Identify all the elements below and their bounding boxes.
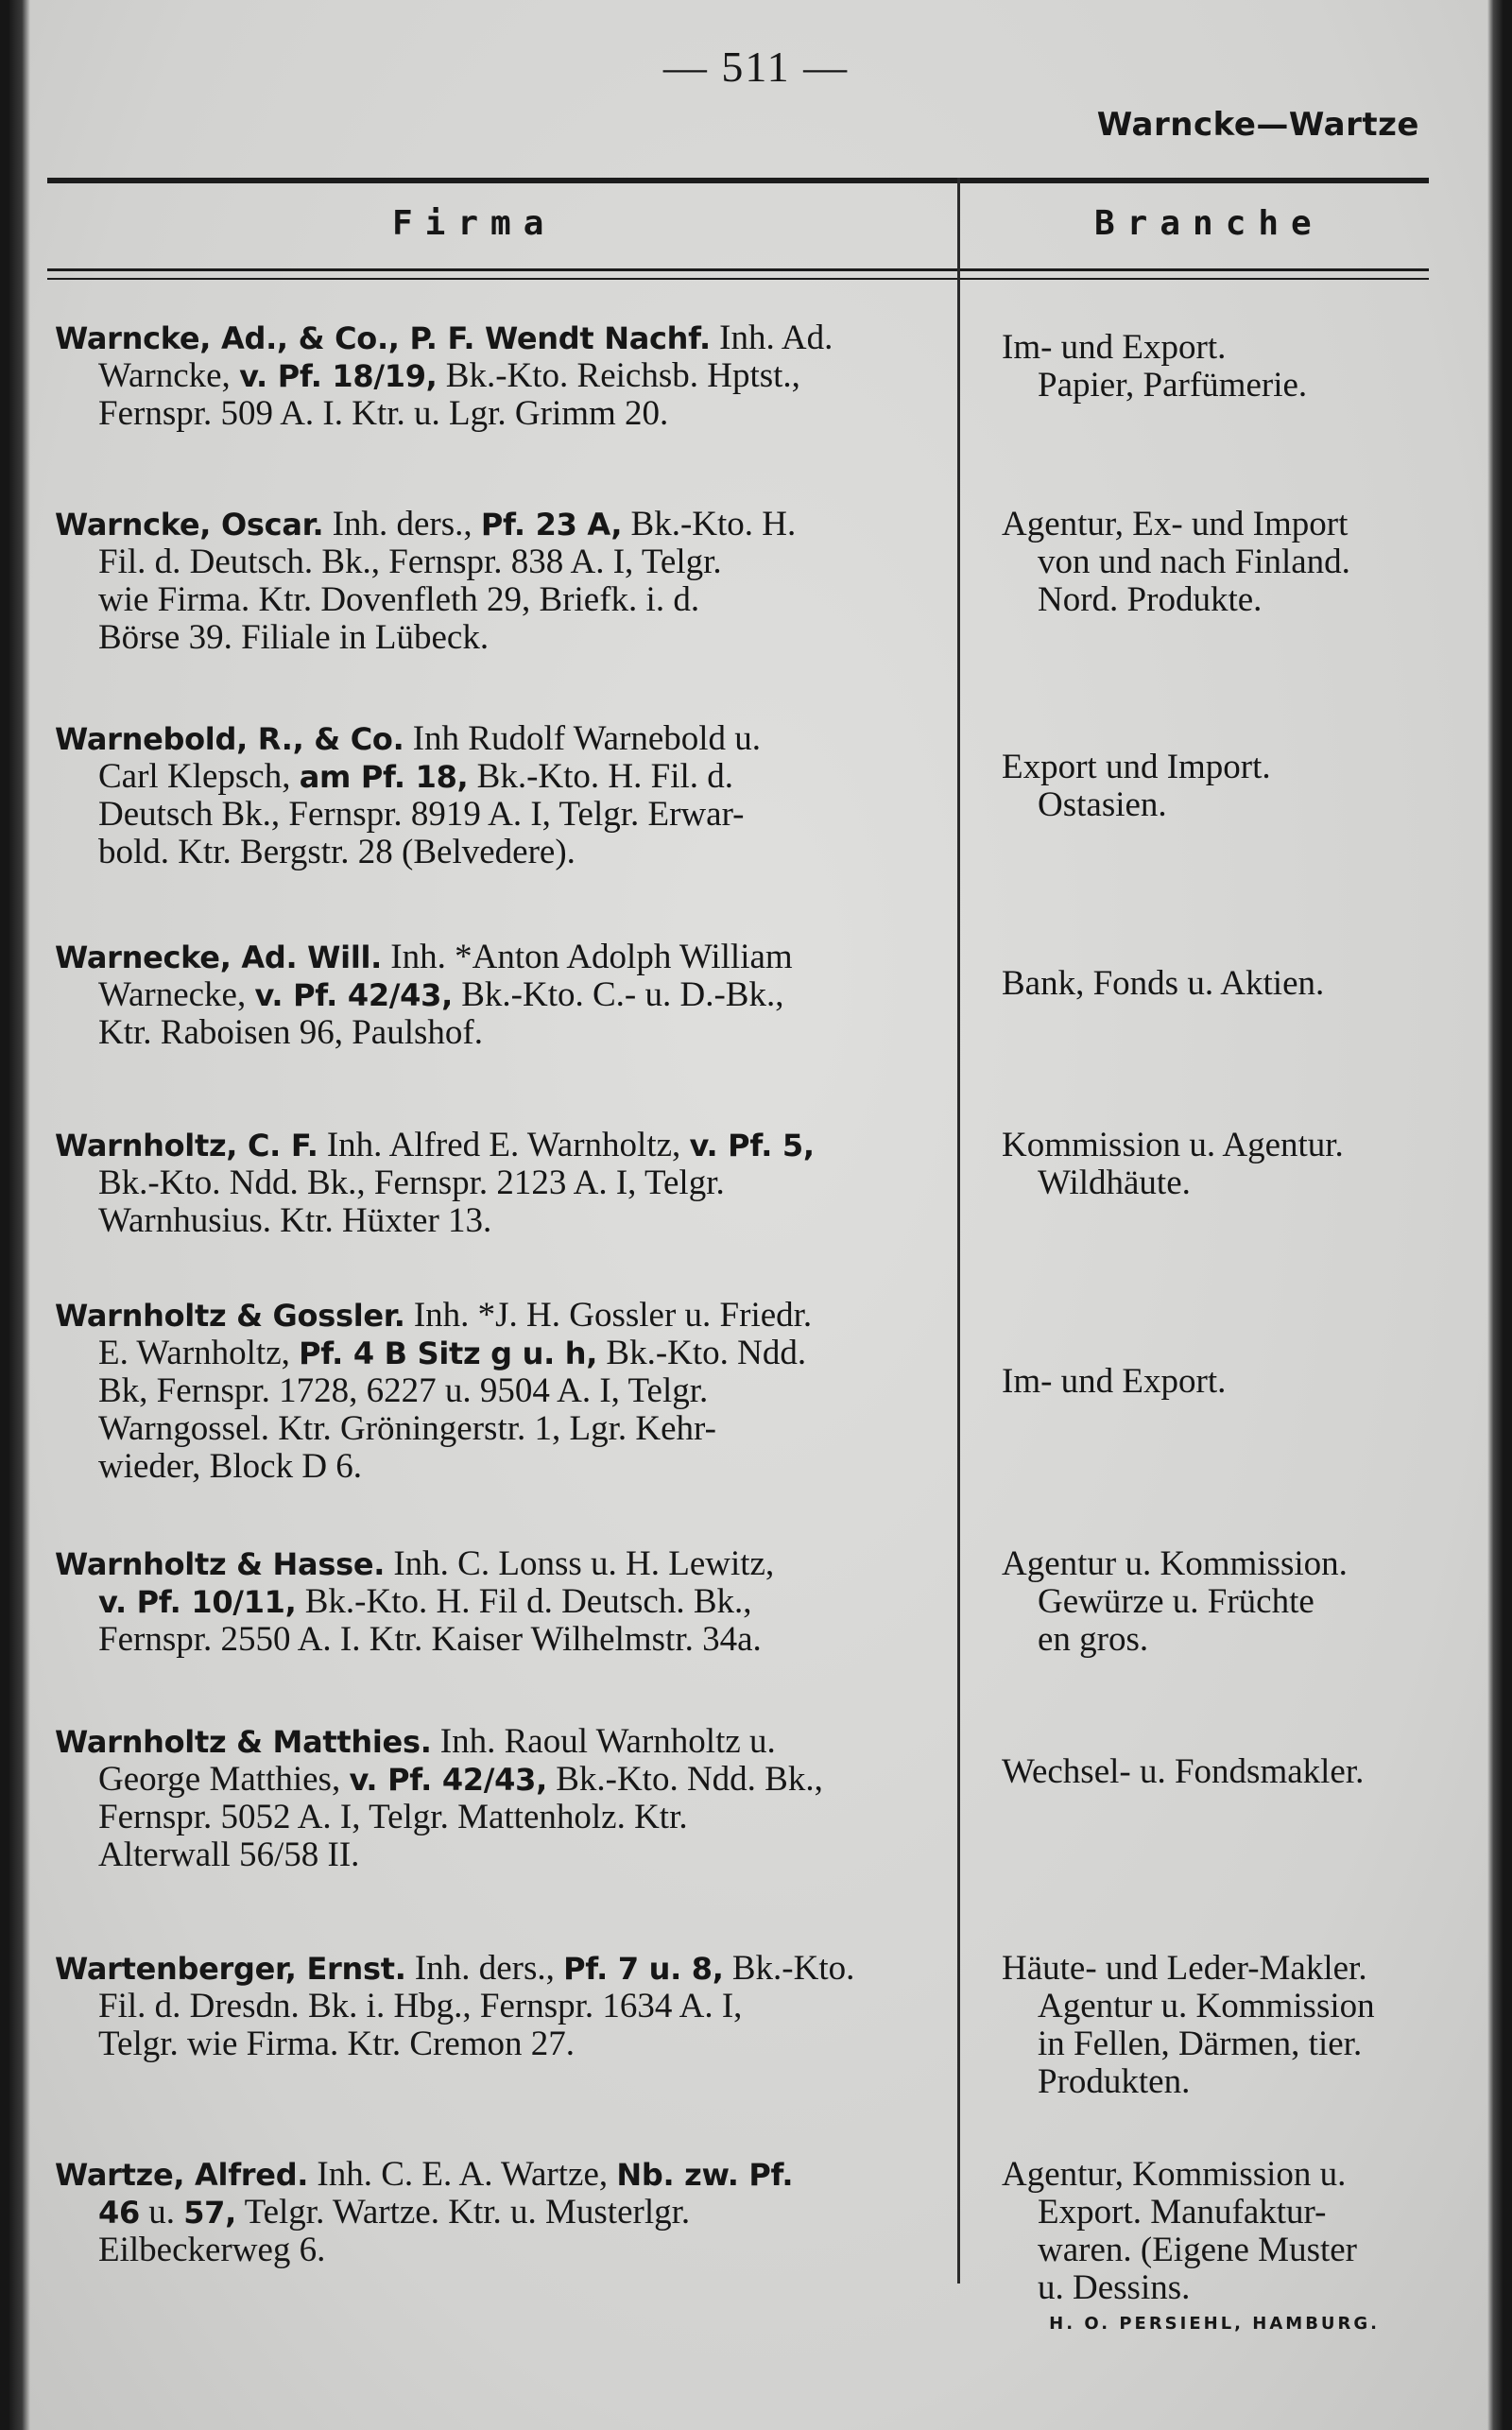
branche-line: Kommission u. Agentur. bbox=[1002, 1126, 1344, 1164]
branche-line: waren. (Eigene Muster bbox=[1038, 2231, 1358, 2269]
firm-line bbox=[55, 1799, 976, 1836]
firm-details: Inh. Alfred E. Warnholtz, bbox=[318, 1126, 690, 1164]
postfach-ref: v. Pf. 5, bbox=[689, 1128, 815, 1163]
branche-text bbox=[1002, 1545, 1512, 1659]
firm-details: u. bbox=[139, 2193, 184, 2232]
firm-details: Inh. Ad. bbox=[710, 319, 833, 357]
firm-line bbox=[55, 1335, 976, 1372]
branche-line: Export und Import. bbox=[1002, 748, 1271, 786]
postfach-ref: v. Pf. 42/43, bbox=[349, 1762, 547, 1798]
firm-details: Inh. Raoul Warnholtz u. bbox=[431, 1722, 776, 1761]
firm-entry-text bbox=[55, 506, 976, 657]
postfach-ref: Pf. 23 A, bbox=[480, 507, 623, 543]
firm-line bbox=[55, 1836, 976, 1874]
firm-name: Warnholtz, C. F. bbox=[55, 1128, 318, 1163]
postfach-ref: v. Pf. 18/19, bbox=[239, 358, 438, 394]
branche-line: Häute- und Leder-Makler. bbox=[1002, 1949, 1367, 1988]
firm-line bbox=[55, 1297, 976, 1335]
firm-details: Warngossel. Ktr. Gröningerstr. 1, Lgr. Kehr- bbox=[98, 1409, 716, 1448]
firm-details: Telgr. wie Firma. Ktr. Cremon 27. bbox=[98, 2025, 576, 2063]
branche-line: Papier, Parfümerie. bbox=[1038, 366, 1308, 405]
firm-details: Deutsch Bk., Fernspr. 8919 A. I, Telgr. Erwar- bbox=[98, 795, 745, 834]
branche-text bbox=[1002, 1753, 1512, 1791]
firm-name: Warnecke, Ad. Will. bbox=[55, 939, 383, 975]
firm-name: Warnholtz & Gossler. bbox=[55, 1298, 405, 1334]
firm-entry-text bbox=[55, 720, 976, 871]
firm-entry-text bbox=[55, 1297, 976, 1486]
postfach-ref: v. Pf. 42/43, bbox=[254, 977, 453, 1013]
branche-text bbox=[1002, 506, 1512, 619]
firm-entry-text bbox=[55, 1545, 976, 1659]
branche-line: Ostasien. bbox=[1038, 785, 1167, 824]
branche-line: Export. Manufaktur- bbox=[1038, 2193, 1327, 2232]
firm-details: Inh. C. E. A. Wartze, bbox=[308, 2155, 617, 2194]
firm-details: Telgr. Wartze. Ktr. u. Musterlgr. bbox=[235, 2193, 691, 2232]
firm-line bbox=[55, 1988, 976, 2025]
firm-line bbox=[55, 543, 976, 581]
branche-line: Bank, Fonds u. Aktien. bbox=[1002, 964, 1325, 1003]
firm-line bbox=[55, 2232, 976, 2269]
firm-details: Inh. *Anton Adolph William bbox=[382, 938, 793, 976]
firm-details: Fernspr. 509 A. I. Ktr. u. Lgr. Grimm 20. bbox=[98, 394, 669, 433]
branche-line: Produkten. bbox=[1038, 2062, 1191, 2101]
page-number: — 511 — bbox=[662, 43, 850, 91]
firm-details: Bk.-Kto. H. Fil d. Deutsch. Bk., bbox=[296, 1582, 752, 1621]
firm-line bbox=[55, 319, 976, 357]
postfach-ref: 57, bbox=[183, 2195, 236, 2231]
firm-name: Warncke, Ad., & Co., P. F. Wendt Nachf. bbox=[55, 320, 711, 356]
column-header-firma: Firma bbox=[392, 204, 557, 243]
firm-details: Warncke, bbox=[98, 356, 240, 395]
firm-name: Warncke, Oscar. bbox=[55, 507, 324, 543]
page-edge-left bbox=[9, 0, 30, 2430]
firm-line bbox=[55, 720, 976, 758]
firm-line bbox=[55, 1372, 976, 1410]
firm-details: Inh Rudolf Warnebold u. bbox=[404, 719, 762, 758]
firm-name: Warnholtz & Hasse. bbox=[55, 1546, 386, 1582]
firm-entry-text bbox=[55, 2156, 976, 2269]
firm-line bbox=[55, 939, 976, 976]
firm-line bbox=[55, 976, 976, 1014]
running-head: Warncke—Wartze bbox=[1096, 106, 1419, 144]
firm-details: Bk.-Kto. C.- u. D.-Bk., bbox=[452, 975, 784, 1014]
branche-line: Wildhäute. bbox=[1038, 1163, 1191, 1202]
firm-entry-text bbox=[55, 1950, 976, 2063]
branche-text bbox=[1002, 965, 1512, 1003]
postfach-ref: Pf. 4 B Sitz g u. h, bbox=[299, 1336, 598, 1371]
column-header-branche: Branche bbox=[1094, 204, 1324, 243]
firm-name: Wartze, Alfred. bbox=[55, 2157, 309, 2193]
firm-line bbox=[55, 581, 976, 619]
firm-details: George Matthies, bbox=[98, 1760, 350, 1799]
firm-line bbox=[55, 1127, 976, 1164]
postfach-ref: v. Pf. 10/11, bbox=[98, 1584, 297, 1620]
firm-details: Bk.-Kto. H. bbox=[622, 505, 797, 543]
firm-line bbox=[55, 357, 976, 395]
firm-name: Warnholtz & Matthies. bbox=[55, 1724, 432, 1760]
firm-details: Eilbeckerweg 6. bbox=[98, 2231, 326, 2269]
firm-line bbox=[55, 2194, 976, 2232]
header-rule-double-1 bbox=[47, 268, 1429, 271]
branche-text bbox=[1002, 1950, 1512, 2101]
firm-line bbox=[55, 506, 976, 543]
firm-details: Warnecke, bbox=[98, 975, 255, 1014]
firm-line bbox=[55, 1583, 976, 1621]
header-rule-double-2 bbox=[47, 278, 1429, 280]
branche-line: Nord. Produkte. bbox=[1038, 580, 1263, 619]
branche-line: Agentur u. Kommission bbox=[1038, 1987, 1375, 2025]
firm-entry-text bbox=[55, 939, 976, 1052]
firm-details: Inh. ders., bbox=[323, 505, 481, 543]
firm-details: Alterwall 56/58 II. bbox=[98, 1835, 360, 1874]
firm-line bbox=[55, 1164, 976, 1202]
branche-text bbox=[1002, 2156, 1512, 2307]
branche-line: Agentur u. Kommission. bbox=[1002, 1544, 1348, 1583]
firm-details: Fil. d. Dresdn. Bk. i. Hbg., Fernspr. 1634 A. I, bbox=[98, 1987, 743, 2025]
firm-details: Fernspr. 2550 A. I. Ktr. Kaiser Wilhelmstr. 34a. bbox=[98, 1620, 762, 1659]
firm-line bbox=[55, 1545, 976, 1583]
firm-details: Inh. *J. H. Gossler u. Friedr. bbox=[404, 1296, 813, 1335]
branche-line: von und nach Finland. bbox=[1038, 543, 1350, 581]
firm-details: Bk, Fernspr. 1728, 6227 u. 9504 A. I, Telgr. bbox=[98, 1371, 709, 1410]
firm-line bbox=[55, 2156, 976, 2194]
branche-line: in Fellen, Därmen, tier. bbox=[1038, 2025, 1363, 2063]
branche-line: Wechsel- u. Fondsmakler. bbox=[1002, 1752, 1365, 1791]
printer-imprint: H. O. PERSIEHL, HAMBURG. bbox=[1049, 2314, 1380, 2334]
firm-details: wieder, Block D 6. bbox=[98, 1447, 363, 1486]
branche-text bbox=[1002, 329, 1512, 405]
firm-line bbox=[55, 1202, 976, 1240]
firm-line bbox=[55, 1723, 976, 1761]
column-divider-header bbox=[957, 178, 960, 280]
firm-details: bold. Ktr. Bergstr. 28 (Belvedere). bbox=[98, 833, 576, 871]
firm-line bbox=[55, 1761, 976, 1799]
branche-line: en gros. bbox=[1038, 1620, 1149, 1659]
firm-details: Inh. C. Lonss u. H. Lewitz, bbox=[385, 1544, 775, 1583]
firm-details: Fil. d. Deutsch. Bk., Fernspr. 838 A. I, Telgr. bbox=[98, 543, 722, 581]
firm-line bbox=[55, 395, 976, 433]
firm-details: Fernspr. 5052 A. I, Telgr. Mattenholz. Ktr. bbox=[98, 1798, 688, 1836]
firm-details: Bk.-Kto. Ndd. bbox=[597, 1334, 807, 1372]
branche-line: Im- und Export. bbox=[1002, 328, 1227, 367]
firm-line bbox=[55, 2025, 976, 2063]
firm-line bbox=[55, 1448, 976, 1486]
firm-line bbox=[55, 834, 976, 871]
firm-line bbox=[55, 1410, 976, 1448]
firm-details: Bk.-Kto. H. Fil. d. bbox=[468, 757, 734, 796]
branche-text bbox=[1002, 749, 1512, 824]
firm-line bbox=[55, 619, 976, 657]
firm-details: E. Warnholtz, bbox=[98, 1334, 300, 1372]
firm-details: Inh. ders., bbox=[405, 1949, 564, 1988]
firm-line bbox=[55, 1014, 976, 1052]
firm-details: Bk.-Kto. bbox=[723, 1949, 855, 1988]
branche-line: Im- und Export. bbox=[1002, 1362, 1227, 1401]
firm-details: Warnhusius. Ktr. Hüxter 13. bbox=[98, 1201, 492, 1240]
firm-details: wie Firma. Ktr. Dovenfleth 29, Briefk. i. d. bbox=[98, 580, 700, 619]
header-rule-top bbox=[47, 178, 1429, 183]
firm-details: Bk.-Kto. Ndd. Bk., Fernspr. 2123 A. I, Telgr. bbox=[98, 1163, 725, 1202]
firm-line bbox=[55, 1950, 976, 1988]
branche-text bbox=[1002, 1363, 1512, 1401]
postfach-ref: am Pf. 18, bbox=[299, 759, 469, 795]
firm-entry-text bbox=[55, 1723, 976, 1874]
firm-entry-text bbox=[55, 1127, 976, 1240]
branche-line: u. Dessins. bbox=[1038, 2268, 1191, 2307]
firm-details: Ktr. Raboisen 96, Paulshof. bbox=[98, 1013, 483, 1052]
postfach-ref: 46 bbox=[98, 2195, 140, 2231]
firm-line bbox=[55, 1621, 976, 1659]
firm-line bbox=[55, 796, 976, 834]
branche-text bbox=[1002, 1127, 1512, 1202]
branche-line: Gewürze u. Früchte bbox=[1038, 1582, 1314, 1621]
firm-details: Börse 39. Filiale in Lübeck. bbox=[98, 618, 490, 657]
postfach-ref: Pf. 7 u. 8, bbox=[563, 1951, 724, 1987]
firm-details: Bk.-Kto. Reichsb. Hptst., bbox=[437, 356, 800, 395]
branche-line: Agentur, Ex- und Import bbox=[1002, 505, 1349, 543]
branche-line: Agentur, Kommission u. bbox=[1002, 2155, 1347, 2194]
firm-entry-text bbox=[55, 319, 976, 433]
firm-details: Bk.-Kto. Ndd. Bk., bbox=[546, 1760, 823, 1799]
firm-name: Warnebold, R., & Co. bbox=[55, 721, 404, 757]
postfach-ref: Nb. zw. Pf. bbox=[616, 2157, 794, 2193]
firm-line bbox=[55, 758, 976, 796]
directory-page bbox=[9, 0, 1503, 2430]
firm-name: Wartenberger, Ernst. bbox=[55, 1951, 406, 1987]
firm-details: Carl Klepsch, bbox=[98, 757, 300, 796]
